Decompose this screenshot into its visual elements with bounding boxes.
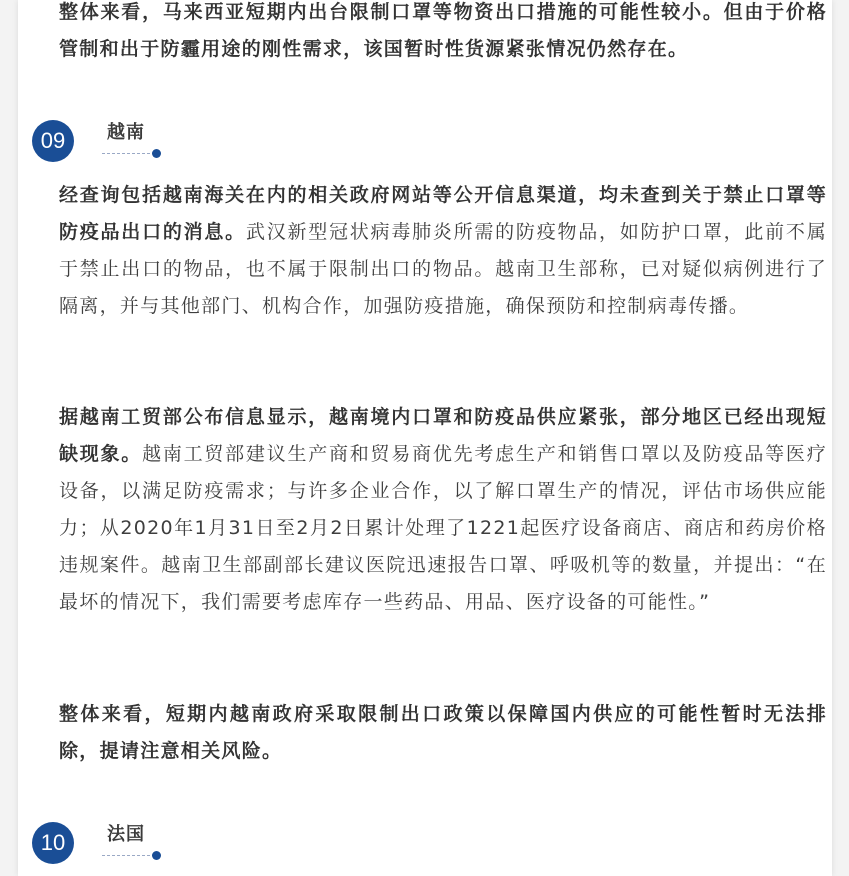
- section-header-09: [18, 120, 318, 170]
- paragraph-body-text: 越南工贸部建议生产商和贸易商优先考虑生产和销售口罩以及防疫品等医疗设备，以满足防疫需求；与许多企业合作，以了解口罩生产的情况，评估市场供应能力；从2020年1月31日至2月2日累计处理了1221起医疗设备商店、商店和药房价格违规案件。越南卫生部副部长建议医院迅速报告口罩、呼吸机等的数量，并提出：“在最坏的情况下，我们需要考虑库存一些药品、用品、医疗设备的可能性。”: [59, 443, 827, 613]
- article-card: [18, 0, 832, 876]
- section-title-dot: [152, 149, 161, 158]
- section-title-underline: [102, 855, 155, 856]
- vietnam-paragraph-2: [59, 399, 827, 621]
- paragraph-bold-lead: 据越南工贸部公布信息显示，越南境内口罩和防疫品供应紧张，部分地区已经出现短缺现象。: [59, 406, 827, 465]
- section-title: 越南: [107, 122, 145, 143]
- section-header-10: [18, 822, 318, 872]
- conclusion-bold-text: 整体来看，马来西亚短期内出台限制口罩等物资出口措施的可能性较小。但由于价格管制和出于防霾用途的刚性需求，该国暂时性货源紧张情况仍然存在。: [59, 1, 827, 60]
- vietnam-paragraph-1: [59, 177, 827, 325]
- section-title: 法国: [107, 824, 145, 845]
- section-title-dot: [152, 851, 161, 860]
- vietnam-paragraph-3: [59, 696, 827, 770]
- paragraph-body-text: 武汉新型冠状病毒肺炎所需的防疫物品，如防护口罩，此前不属于禁止出口的物品，也不属于限制出口的物品。越南卫生部称，已对疑似病例进行了隔离，并与其他部门、机构合作，加强防疫措施，确保预防和控制病毒传播。: [59, 221, 828, 317]
- paragraph-bold-lead: 经查询包括越南海关在内的相关政府网站等公开信息渠道，均未查到关于禁止口罩等防疫品出口的消息。: [59, 184, 827, 243]
- section-number-badge: 10: [32, 822, 74, 864]
- section-number-badge: 09: [32, 120, 74, 162]
- section-title-underline: [102, 153, 155, 154]
- conclusion-paragraph: [59, 0, 827, 68]
- paragraph-bold-lead: 整体来看，短期内越南政府采取限制出口政策以保障国内供应的可能性暂时无法排除，提请注意相关风险。: [59, 703, 827, 762]
